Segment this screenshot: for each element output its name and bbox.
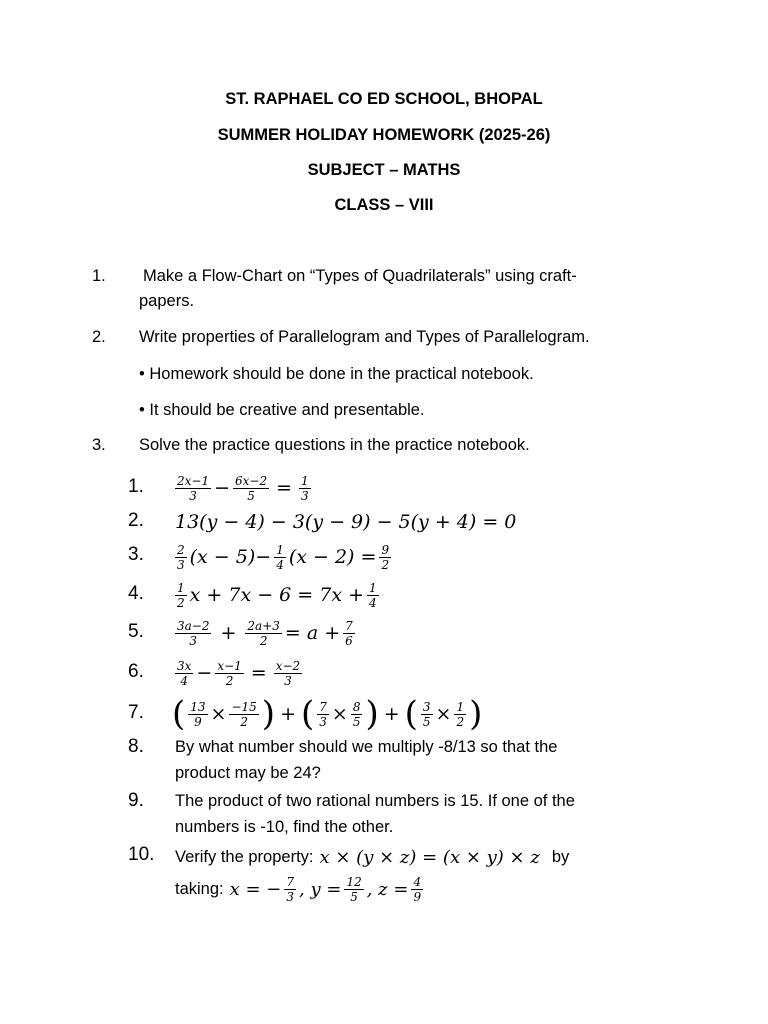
fraction: $\frac{9}{2}$ (381, 542, 390, 572)
task-number: 1. (92, 267, 106, 285)
question-number: 3. (128, 544, 144, 565)
fraction: $\frac{1}{4}$ (276, 542, 284, 572)
question-number: 10. (128, 844, 155, 865)
fraction: $\frac{x-2}{3}$ (275, 658, 301, 688)
task-number: 3. (92, 436, 106, 454)
question-9-text: The product of two rational numbers is 15. If one of the (175, 792, 575, 810)
fraction: $\frac{13}{9}$ (190, 699, 206, 729)
fraction: $\frac{1}{2}$ (177, 580, 185, 610)
school-name: ST. RAPHAEL CO ED SCHOOL, BHOPAL (225, 90, 543, 108)
question-10-line1: Verify the property: x × (y × z) = (x × y) × z by (175, 846, 570, 868)
question-number: 9. (128, 790, 144, 811)
equation-3: $\frac{2}{3}$ (x − 5)− $\frac{1}{4}$ (x − 2) = $\frac{9}{2}$ (177, 542, 390, 572)
class-title: CLASS – VIII (334, 196, 434, 214)
task-text: Solve the practice questions in the practice notebook. (139, 436, 530, 454)
question-9-text: numbers is -10, find the other. (175, 818, 394, 836)
equation-5: $\frac{3a-2}{3}$ + $\frac{2a+3}{2}$ = a + $\frac{7}{6}$ (177, 618, 353, 648)
fraction: $\frac{2}{3}$ (177, 542, 185, 572)
question-number: 8. (128, 736, 144, 757)
equation-1: $\frac{2x-1}{3}$ − $\frac{6x-2}{5}$ = $\frac{1}{3}$ (177, 473, 309, 503)
task-text: papers. (139, 292, 195, 310)
task-text: Make a Flow-Chart on “Types of Quadrilaterals” using craft- (143, 267, 577, 285)
fraction: $\frac{7}{3}$ (319, 699, 327, 729)
question-number: 6. (128, 661, 144, 682)
question-8-text: By what number should we multiply -8/13 so that the (175, 738, 558, 756)
question-number: 2. (128, 510, 144, 531)
question-8-text: product may be 24? (175, 764, 321, 782)
equation-6: $\frac{3x}{4}$ − $\frac{x-1}{2}$ = $\frac{x-2}{3}$ (177, 658, 301, 688)
task-text: Write properties of Parallelogram and Types of Parallelogram. (139, 328, 590, 346)
equation-2: 13(y − 4) − 3(y − 9) − 5(y + 4) = 0 (175, 511, 517, 533)
fraction: $\frac{8}{5}$ (352, 699, 361, 729)
fraction: $\frac{1}{2}$ (456, 699, 465, 729)
fraction: $\frac{2a+3}{2}$ (247, 618, 280, 648)
fraction: $\frac{3a-2}{3}$ (177, 618, 210, 648)
note-item: • It should be creative and presentable. (139, 401, 425, 419)
subject-title: SUBJECT – MATHS (307, 161, 461, 179)
homework-title: SUMMER HOLIDAY HOMEWORK (2025-26) (217, 126, 551, 144)
fraction: $\frac{3}{5}$ (422, 699, 431, 729)
fraction: $\frac{1}{3}$ (301, 473, 309, 503)
fraction: $\frac{x-1}{2}$ (217, 658, 242, 688)
fraction: $\frac{7}{3}$ (286, 874, 295, 904)
task-number: 2. (92, 328, 106, 346)
property-equation: x × (y × z) = (x × y) × z (319, 846, 540, 868)
question-number: 1. (128, 476, 144, 497)
question-number: 5. (128, 621, 144, 642)
equation-7: ( $\frac{13}{9}$ × $\frac{-15}{2}$ ) + ( $\frac{7}{3}$ × $\frac{8}{5}$ ) + ( $\frac{3}{5}$ × $\frac{1}{2}$ ) (172, 694, 483, 734)
fraction: $\frac{3x}{4}$ (177, 658, 192, 688)
fraction: $\frac{6x-2}{5}$ (235, 473, 268, 503)
question-10-line2: taking: x = − $\frac{7}{3}$ , y = $\frac{12}{5}$ , z = $\frac{4}{9}$ (175, 869, 426, 909)
fraction: $\frac{2x-1}{3}$ (177, 473, 210, 503)
fraction: $\frac{7}{6}$ (345, 618, 353, 648)
fraction: $\frac{1}{4}$ (369, 580, 377, 610)
note-item: • Homework should be done in the practical notebook. (139, 365, 534, 383)
question-number: 7. (128, 702, 144, 723)
values-equation: x = − $\frac{7}{3}$ , y = $\frac{12}{5}$ , z = $\frac{4}{9}$ (229, 874, 422, 904)
fraction: $\frac{4}{9}$ (413, 874, 422, 904)
fraction: $\frac{-15}{2}$ (231, 699, 257, 729)
fraction: $\frac{12}{5}$ (346, 874, 362, 904)
equation-4: $\frac{1}{2}$ x + 7x − 6 = 7x + $\frac{1}{4}$ (177, 580, 377, 610)
question-number: 4. (128, 583, 144, 604)
